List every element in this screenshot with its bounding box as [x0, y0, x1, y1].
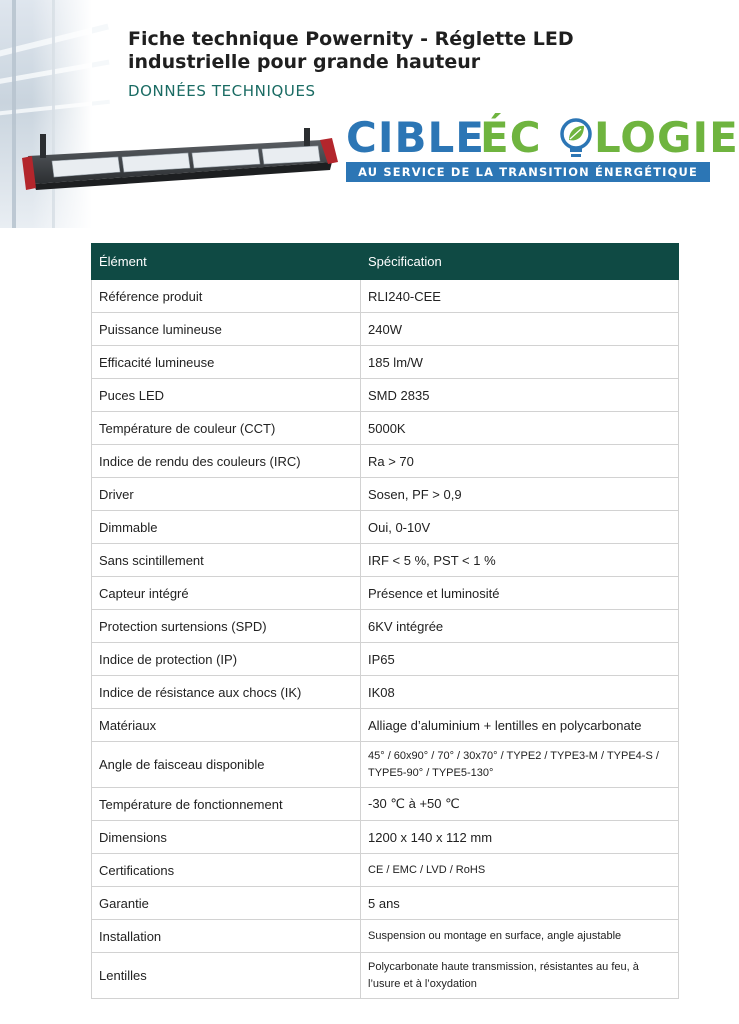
- table-row: [92, 887, 679, 920]
- table-row: [92, 577, 679, 610]
- element-cell: Puces LED: [92, 379, 361, 412]
- spec-table: [91, 243, 679, 999]
- specification-cell: Oui, 0-10V: [361, 511, 679, 544]
- table-row: [92, 412, 679, 445]
- page-subtitle: DONNÉES TECHNIQUES: [128, 82, 316, 100]
- logo-word-1: CIBLE: [346, 113, 485, 162]
- logo-word-3: LOGIE: [594, 113, 739, 162]
- table-row: [92, 709, 679, 742]
- specification-cell: RLI240-CEE: [361, 280, 679, 313]
- element-cell: Certifications: [92, 854, 361, 887]
- specification-cell: 1200 x 140 x 112 mm: [361, 821, 679, 854]
- table-row: [92, 346, 679, 379]
- specification-cell: 240W: [361, 313, 679, 346]
- element-cell: Matériaux: [92, 709, 361, 742]
- specification-cell: 5000K: [361, 412, 679, 445]
- table-row: [92, 821, 679, 854]
- element-cell: Puissance lumineuse: [92, 313, 361, 346]
- led-fixture-image: [22, 128, 338, 210]
- element-cell: Garantie: [92, 887, 361, 920]
- specification-cell: IP65: [361, 643, 679, 676]
- specification-cell: 5 ans: [361, 887, 679, 920]
- element-cell: Indice de rendu des couleurs (IRC): [92, 445, 361, 478]
- specification-cell: Suspension ou montage en surface, angle ajustable: [361, 920, 679, 953]
- specification-cell: IRF < 5 %, PST < 1 %: [361, 544, 679, 577]
- element-cell: Dimensions: [92, 821, 361, 854]
- table-row: [92, 676, 679, 709]
- specification-cell: 45° / 60x90° / 70° / 30x70° / TYPE2 / TYPE3-M / TYPE4-S / TYPE5-90° / TYPE5-130°: [361, 742, 679, 788]
- column-header-specification: Spécification: [361, 244, 679, 280]
- table-row: [92, 280, 679, 313]
- specification-cell: CE / EMC / LVD / RoHS: [361, 854, 679, 887]
- element-cell: Indice de protection (IP): [92, 643, 361, 676]
- element-cell: Capteur intégré: [92, 577, 361, 610]
- table-row: [92, 544, 679, 577]
- specification-cell: Sosen, PF > 0,9: [361, 478, 679, 511]
- element-cell: Référence produit: [92, 280, 361, 313]
- element-cell: Sans scintillement: [92, 544, 361, 577]
- element-cell: Protection surtensions (SPD): [92, 610, 361, 643]
- table-row: [92, 854, 679, 887]
- table-row: [92, 920, 679, 953]
- table-row: [92, 610, 679, 643]
- table-row: [92, 379, 679, 412]
- specification-cell: IK08: [361, 676, 679, 709]
- page-title: Fiche technique Powernity - Réglette LED industrielle pour grande hauteur: [128, 28, 574, 73]
- table-row: [92, 742, 679, 788]
- table-row: [92, 511, 679, 544]
- specification-cell: Alliage d’aluminium + lentilles en polycarbonate: [361, 709, 679, 742]
- specification-cell: 185 lm/W: [361, 346, 679, 379]
- specification-cell: 6KV intégrée: [361, 610, 679, 643]
- column-header-element: Élément: [92, 244, 361, 280]
- table-row: [92, 788, 679, 821]
- table-header-row: [92, 244, 679, 280]
- table-row: [92, 643, 679, 676]
- element-cell: Température de fonctionnement: [92, 788, 361, 821]
- specification-cell: Ra > 70: [361, 445, 679, 478]
- logo-tagline: AU SERVICE DE LA TRANSITION ÉNERGÉTIQUE: [346, 162, 710, 182]
- cible-ecologie-logo: [346, 112, 739, 182]
- table-row: [92, 953, 679, 999]
- element-cell: Angle de faisceau disponible: [92, 742, 361, 788]
- specification-cell: Polycarbonate haute transmission, résistantes au feu, à l’usure et à l’oxydation: [361, 953, 679, 999]
- table-row: [92, 445, 679, 478]
- element-cell: Indice de résistance aux chocs (IK): [92, 676, 361, 709]
- element-cell: Installation: [92, 920, 361, 953]
- table-row: [92, 478, 679, 511]
- logo-word-2: ÉC: [480, 113, 542, 162]
- element-cell: Efficacité lumineuse: [92, 346, 361, 379]
- specification-cell: Présence et luminosité: [361, 577, 679, 610]
- element-cell: Lentilles: [92, 953, 361, 999]
- element-cell: Driver: [92, 478, 361, 511]
- lightbulb-leaf-icon: [558, 116, 594, 164]
- table-row: [92, 313, 679, 346]
- specification-cell: SMD 2835: [361, 379, 679, 412]
- element-cell: Dimmable: [92, 511, 361, 544]
- element-cell: Température de couleur (CCT): [92, 412, 361, 445]
- specification-cell: -30 ℃ à +50 ℃: [361, 788, 679, 821]
